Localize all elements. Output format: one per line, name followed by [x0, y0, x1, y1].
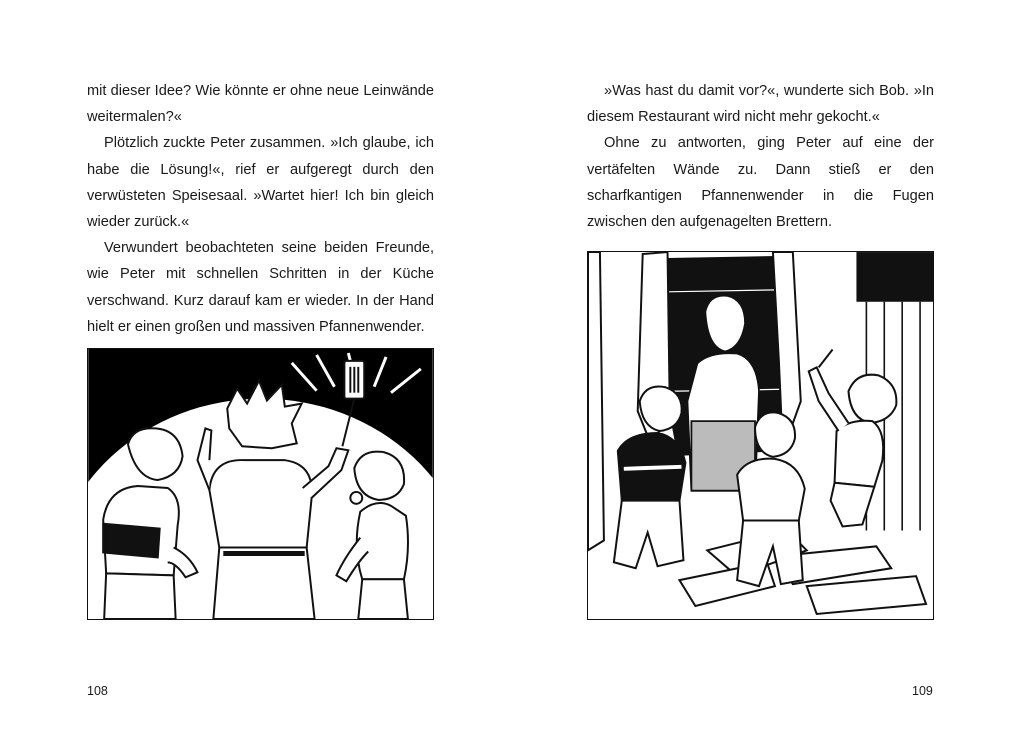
illustration-drawing: [588, 252, 933, 619]
left-text-block: [87, 78, 434, 340]
right-page: [510, 0, 1020, 739]
paragraph: Plötzlich zuckte Peter zusammen. »Ich glaube, ich habe die Lösung!«, rief er aufgeregt durch den verwüsteten Speisesaal. »Wartet hier! Ich bin gleich wieder zurück.«: [87, 135, 434, 231]
paragraph: Ohne zu antworten, ging Peter auf eine der vertäfelten Wände zu. Dann stieß er den scharfkantigen Pfannenwender in die Fugen zwischen den aufgenagelten Brettern.: [587, 135, 934, 231]
page-number: 108: [87, 684, 108, 698]
illustration-drawing: [88, 349, 433, 619]
illustration-hidden-painting-behind-boards: [587, 251, 934, 620]
paragraph: »Was hast du damit vor?«, wunderte sich Bob. »In diesem Restaurant wird nicht mehr gekocht.«: [587, 83, 934, 126]
illustration-three-boys-spatula: [87, 348, 434, 620]
page-number: 109: [912, 684, 933, 698]
paragraph: Verwundert beobachteten seine beiden Freunde, wie Peter mit schnellen Schritten in der Küche verschwand. Kurz darauf kam er wieder. In der Hand hielt er einen großen und massiven Pfannenwender.: [87, 240, 434, 335]
right-text-block: [587, 78, 934, 235]
paragraph: mit dieser Idee? Wie könnte er ohne neue Leinwände weitermalen?«: [87, 83, 434, 126]
